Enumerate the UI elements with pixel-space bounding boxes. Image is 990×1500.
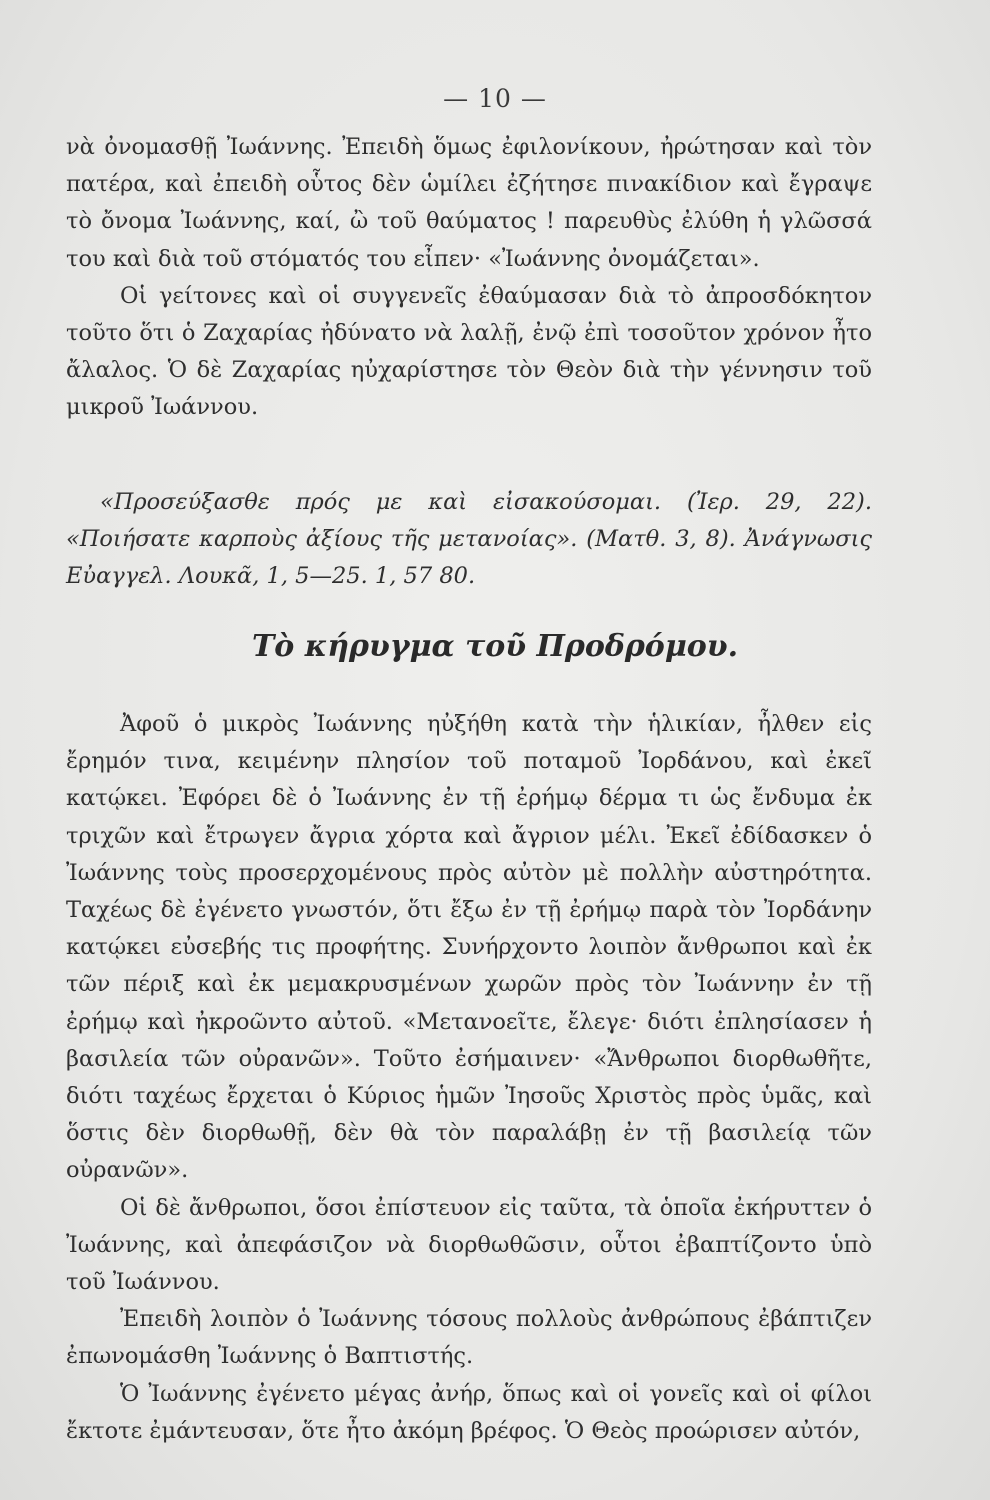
opening-text [66,129,872,427]
paragraph-preaching: Ἀφοῦ ὁ μικρὸς Ἰωάννης ηὐξήθη κατὰ τὴν ἡλικίαν, ἦλθεν εἰς ἔρημόν τινα, κειμένην πλησίον τοῦ ποταμοῦ Ἰορδάνου, καὶ ἐκεῖ κατῴκει. Ἐφόρει δὲ ὁ Ἰωάννης ἐν τῇ ἐρήμῳ δέρμα τι ὡς ἔνδυμα ἐκ τριχῶν καὶ ἔτρωγεν ἄγρια χόρτα καὶ ἄγριον μέλι. Ἐκεῖ ἐδίδασκεν ὁ Ἰωάννης τοὺς προσερχομένους πρὸς αὐτὸν μὲ πολλὴν αὐστηρότητα. Ταχέως δὲ ἐγένετο γνωστόν, ὅτι ἔξω ἐν τῇ ἐρήμῳ παρὰ τὸν Ἰορδάνην κατῴκει εὐσεβής τις προφήτης. Συνήρχοντο λοιπὸν ἄνθρωποι καὶ ἐκ τῶν πέριξ καὶ ἐκ μεμακρυσμένων χωρῶν πρὸς τὸν Ἰωάννην ἐν τῇ ἐρήμῳ καὶ ἠκροῶντο αὐτοῦ. «Μετανοεῖτε, ἔλεγε· διότι ἐπλησίασεν ἡ βασιλεία τῶν οὐρανῶν». Τοῦτο ἐσήμαινεν· «Ἄνθρωποι διορθωθῆτε, διότι ταχέως ἔρχεται ὁ Κύριος ἡμῶν Ἰησοῦς Χριστὸς πρὸς ὑμᾶς, καὶ ὅστις δὲν διορθωθῇ, δὲν θὰ τὸν παραλάβῃ ἐν τῇ βασιλείᾳ τῶν οὐρανῶν». [66,711,872,1184]
paragraph-baptism: Οἱ δὲ ἄνθρωποι, ὅσοι ἐπίστευον εἰς ταῦτα, τὰ ὁποῖα ἐκήρυττεν ὁ Ἰωάννης, καὶ ἀπεφάσιζον νὰ διορθωθῶσιν, οὗτοι ἐβαπτίζοντο ὑπὸ τοῦ Ἰωάννου. [66,1194,872,1296]
section-body [66,706,872,1450]
paragraph-baptist-name: Ἐπειδὴ λοιπὸν ὁ Ἰωάννης τόσους πολλοὺς ἀνθρώπους ἐβάπτιζεν ἐπωνομάσθη Ἰωάννης ὁ Βαπτιστής. [66,1306,872,1370]
paragraph-great-man: Ὁ Ἰωάννης ἐγένετο μέγας ἀνήρ, ὅπως καὶ οἱ γονεῖς καὶ οἱ φίλοι ἔκτοτε ἐμάντευσαν, ὅτε ἦτο ἀκόμη βρέφος. Ὁ Θεὸς προώρισεν αὐτόν, [66,1380,872,1444]
page-number: — 10 — [443,84,547,113]
section-title: Τὸ κήρυγμα τοῦ Προδρόμου. [251,629,739,664]
references-text: «Προσεύξασθε πρός με καὶ εἰσακούσομαι. (Ἰερ. 29, 22). «Ποιήσατε καρποὺς ἀξίους τῆς μετανοίας». (Ματθ. 3, 8). Ἀνάγνωσις Εὐαγγελ. Λουκᾶ, 1, 5—25. 1, 57 80. [66,489,872,590]
paragraph-continuation: νὰ ὀνομασθῇ Ἰωάννης. Ἐπειδὴ ὅμως ἐφιλονίκουν, ἠρώτησαν καὶ τὸν πατέρα, καὶ ἐπειδὴ οὗτος δὲν ὡμίλει ἐζήτησε πινακίδιον καὶ ἔγραψε τὸ ὄνομα Ἰωάννης, καί, ὢ τοῦ θαύματος ! παρευθὺς ἐλύθη ἡ γλῶσσά του καὶ διὰ τοῦ στόματός του εἶπεν· «Ἰωάννης ὀνομάζεται». [66,134,872,272]
paragraph-neighbors: Οἱ γείτονες καὶ οἱ συγγενεῖς ἐθαύμασαν διὰ τὸ ἀπροσδόκητον τοῦτο ὅτι ὁ Ζαχαρίας ἠδύνατο νὰ λαλῇ, ἐνῷ ἐπὶ τοσοῦτον χρόνον ἦτο ἄλαλος. Ὁ δὲ Ζαχαρίας ηὐχαρίστησε τὸν Θεὸν διὰ τὴν γέννησιν τοῦ μικροῦ Ἰωάννου. [66,282,872,421]
scripture-references [66,484,872,596]
